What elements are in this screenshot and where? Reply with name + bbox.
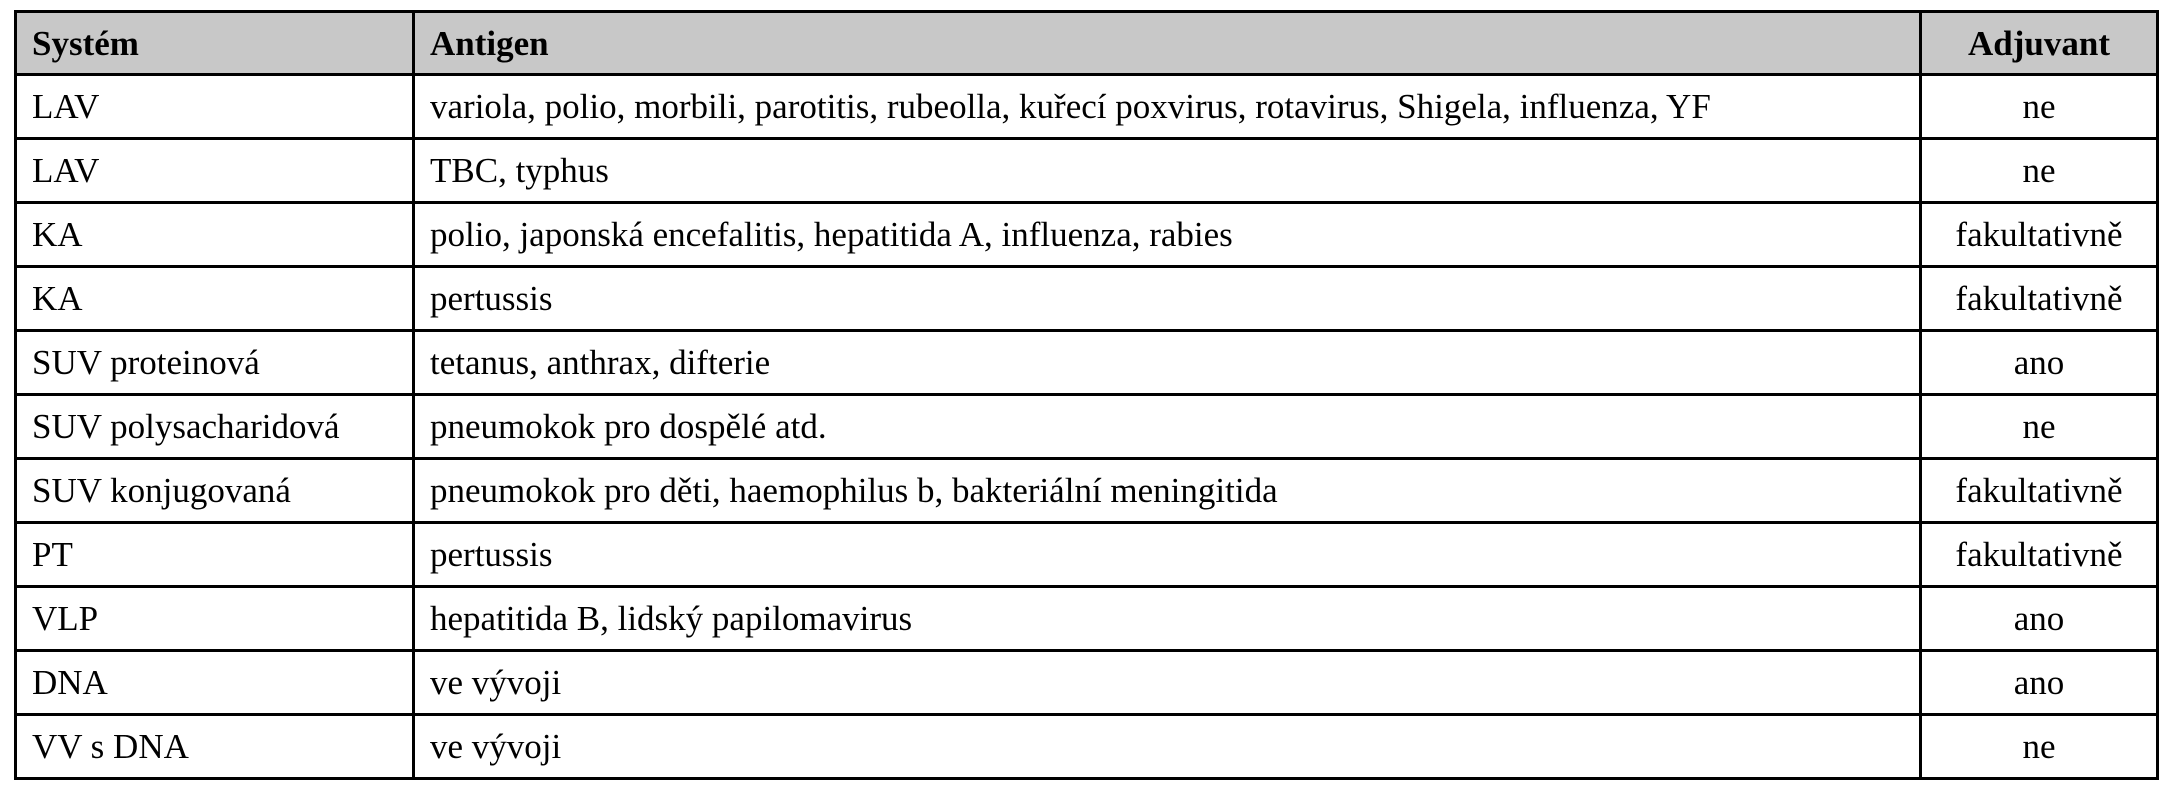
- cell-adjuvant: ne: [1921, 139, 2158, 203]
- table-row: [16, 331, 2158, 395]
- cell-antigen: variola, polio, morbili, parotitis, rubeolla, kuřecí poxvirus, rotavirus, Shigela, influenza, YF: [414, 75, 1921, 139]
- cell-system: SUV proteinová: [16, 331, 414, 395]
- cell-system: SUV konjugovaná: [16, 459, 414, 523]
- cell-system: LAV: [16, 75, 414, 139]
- cell-antigen: polio, japonská encefalitis, hepatitida A, influenza, rabies: [414, 203, 1921, 267]
- table-row: [16, 523, 2158, 587]
- table-row: [16, 395, 2158, 459]
- cell-adjuvant: fakultativně: [1921, 267, 2158, 331]
- cell-system: DNA: [16, 651, 414, 715]
- cell-adjuvant: ne: [1921, 715, 2158, 779]
- cell-antigen: ve vývoji: [414, 715, 1921, 779]
- cell-adjuvant: ne: [1921, 75, 2158, 139]
- cell-system: SUV polysacharidová: [16, 395, 414, 459]
- table-row: [16, 651, 2158, 715]
- table-row: [16, 267, 2158, 331]
- cell-adjuvant: ano: [1921, 587, 2158, 651]
- cell-adjuvant: fakultativně: [1921, 203, 2158, 267]
- cell-system: LAV: [16, 139, 414, 203]
- header-system: Systém: [16, 12, 414, 75]
- table-row: [16, 587, 2158, 651]
- table-row: [16, 715, 2158, 779]
- vaccine-systems-table-container: [14, 10, 2156, 780]
- cell-system: VV s DNA: [16, 715, 414, 779]
- cell-antigen: pneumokok pro dospělé atd.: [414, 395, 1921, 459]
- table-row: [16, 139, 2158, 203]
- cell-antigen: pneumokok pro děti, haemophilus b, bakteriální meningitida: [414, 459, 1921, 523]
- header-row: [16, 12, 2158, 75]
- cell-antigen: tetanus, anthrax, difterie: [414, 331, 1921, 395]
- cell-adjuvant: fakultativně: [1921, 523, 2158, 587]
- table-row: [16, 203, 2158, 267]
- header-antigen: Antigen: [414, 12, 1921, 75]
- cell-antigen: TBC, typhus: [414, 139, 1921, 203]
- cell-system: VLP: [16, 587, 414, 651]
- cell-system: KA: [16, 203, 414, 267]
- cell-system: PT: [16, 523, 414, 587]
- cell-adjuvant: ano: [1921, 651, 2158, 715]
- cell-antigen: pertussis: [414, 523, 1921, 587]
- table-header: [16, 12, 2158, 75]
- cell-antigen: hepatitida B, lidský papilomavirus: [414, 587, 1921, 651]
- table-body: [16, 75, 2158, 779]
- header-adjuvant: Adjuvant: [1921, 12, 2158, 75]
- table-row: [16, 459, 2158, 523]
- cell-adjuvant: fakultativně: [1921, 459, 2158, 523]
- cell-antigen: pertussis: [414, 267, 1921, 331]
- cell-antigen: ve vývoji: [414, 651, 1921, 715]
- cell-adjuvant: ne: [1921, 395, 2158, 459]
- vaccine-systems-table: [14, 10, 2159, 780]
- table-row: [16, 75, 2158, 139]
- cell-system: KA: [16, 267, 414, 331]
- cell-adjuvant: ano: [1921, 331, 2158, 395]
